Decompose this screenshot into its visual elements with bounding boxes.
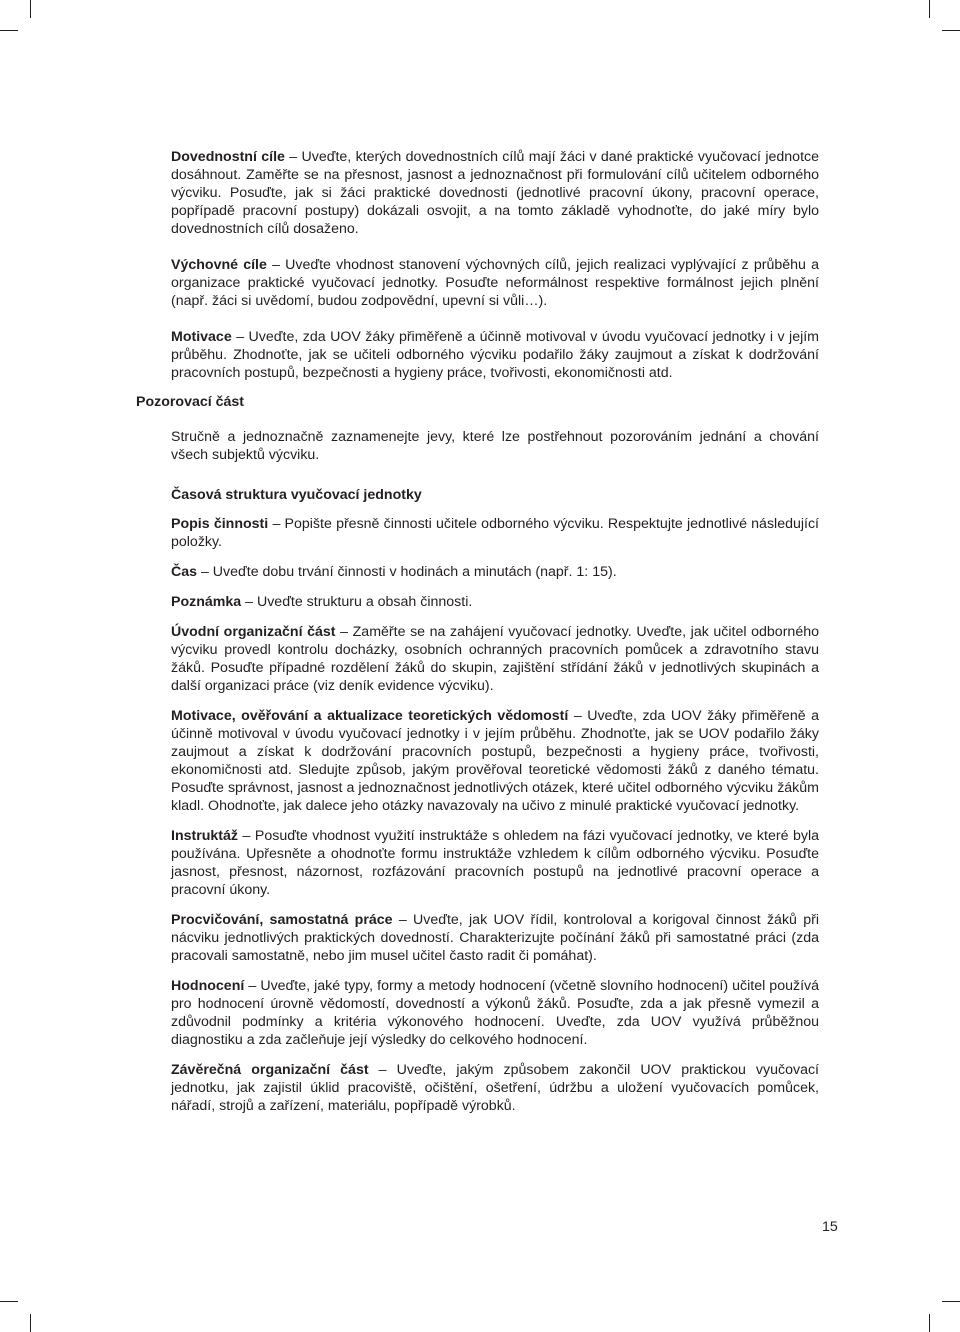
term: Úvodní organizační část [171,624,336,640]
term: Motivace, ověřování a aktualizace teoretických vědomostí [171,708,569,724]
term: Čas [171,564,198,580]
crop-mark-top-left [30,0,31,18]
crop-mark-right-top [942,30,960,31]
page-number: 15 [822,1219,838,1235]
crop-mark-left-bottom [0,1301,18,1302]
description: – Uveďte, kterých dovednostních cílů mají žáci v dané praktické vyučovací jednotce dosáhnout. Zaměřte se na přesnost, jasnost a jednoznačnost při formulování cílů učitelem odborného výcviku. Posuďte, jak si žáci praktické dovednosti (jednotlivé pracovní úkony, pracovní operace, popřípadě pracovní postupy) dokázali osvojit, a na tomto základě vyhodnoťte, do jaké míry bylo dovednostních cílů dosaženo. [171,149,819,237]
description: – Zaměřte se na zahájení vyučovací jednotky. Uveďte, jak učitel odborného výcviku provedl kontrolu docházky, osobních ochranných pracovních pomůcek a zdravotního stavu žáků. Posuďte případné rozdělení žáků do skupin, zajištění střídání žáků v jednotlivých skupinách a další organizaci práce (viz deník evidence výcviku). [171,624,819,694]
description: – Uveďte vhodnost stanovení výchovných cílů, jejich realizaci vyplývající z průběhu a organizace praktické vyučovací jednotky. Posuďte neformálnost respektive formálnost jejich plnění (např. žáci si uvědomí, budou zodpovědní, upevní si vůli…). [171,257,819,309]
term: Popis činnosti [171,516,269,532]
crop-mark-top-right [929,0,930,18]
item-uvodni-organizacni-cast [171,623,819,695]
crop-mark-left-top [0,30,18,31]
item-popis-cinnosti [171,515,819,551]
term: Hodnocení [171,978,245,994]
item-zaverecna-organizacni-cast [171,1061,819,1115]
intro-paragraph: Stručně a jednoznačně zaznamenejte jevy, které lze postřehnout pozorováním jednání a chování všech subjektů výcviku. [171,429,819,463]
item-cas [171,563,819,581]
paragraph-motivace [171,328,819,382]
description: – Uveďte, jak UOV řídil, kontroloval a korigoval činnost žáků při nácviku jednotlivých praktických dovedností. Charakterizujte počínání žáků při samostatné práci (zda pracovali samostatně, nebo jim musel učitel často radit či pomáhat). [171,912,819,964]
crop-mark-right-bottom [942,1301,960,1302]
description: – Uveďte dobu trvání činnosti v hodinách a minutách (např. 1: 15). [197,564,617,580]
term: Instruktáž [171,828,239,844]
top-section [171,148,819,382]
term: Výchovné cíle [171,257,267,273]
description: – Uveďte, jaké typy, formy a metody hodnocení (včetně slovního hodnocení) učitel používá pro hodnocení úrovně vědomostí, dovedností a výkonů žáků. Posuďte, zda a jak přesně vymezil a zdůvodnil podmínky a kritéria výkonového hodnocení. Uveďte, zda UOV využívá průběžnou diagnostiku a zda začleňuje její výsledky do celkového hodnocení. [171,978,819,1048]
item-instruktaz [171,827,819,899]
crop-mark-bottom-left [30,1314,31,1332]
description: – Uveďte, zda UOV žáky přiměřeně a účinně motivoval v úvodu vyučovací jednotky i v jejím průběhu. Zhodnoťte, jak se UOV podařilo žáky zaujmout a získat k dodržování pracovních postupů, bezpečnosti a hygieny práce, tvořivosti, ekonomičnosti atd. Sledujte způsob, jakým prověřoval teoretické vědomosti žáků z daného tématu. Posuďte správnost, jasnost a jednoznačnost jednotlivých otázek, které učitel odborného výcviku žákům kladl. Ohodnoťte, jak dalece jeho otázky navazovaly na učivo z minulé praktické vyučovací jednotky. [171,708,819,814]
term: Dovednostní cíle [171,149,285,165]
term: Motivace [171,329,232,345]
paragraph-dovednostni-cile [171,148,819,238]
item-hodnoceni [171,977,819,1049]
item-procvicovani [171,911,819,965]
description: – Popište přesně činnosti učitele odborného výcviku. Respektujte jednotlivé následující položky. [171,516,819,550]
term: Poznámka [171,594,242,610]
paragraph-vychovne-cile [171,256,819,310]
section-label: Pozorovací část [136,394,245,410]
item-motivace-overovani [171,707,819,815]
description: – Uveďte, zda UOV žáky přiměřeně a účinně motivoval v úvodu vyučovací jednotky i v jejím průběhu. Zhodnoťte, jak se učiteli odborného výcviku podařilo žáky zaujmout a získat k dodržování pracovních postupů, bezpečnosti a hygieny práce, tvořivosti, ekonomičnosti atd. [171,329,819,381]
term: Závěrečná organizační část [171,1062,369,1078]
description: – Uveďte strukturu a obsah činnosti. [241,594,473,610]
observation-section [171,428,819,1115]
crop-mark-bottom-right [929,1314,930,1332]
item-poznamka [171,593,819,611]
term: Procvičování, samostatná práce [171,912,393,928]
section-heading: Časová struktura vyučovací jednotky [171,487,422,503]
description: – Posuďte vhodnost využití instruktáže s ohledem na fázi vyučovací jednotky, ve které byla používána. Upřesněte a ohodnoťte formu instruktáže vzhledem k cílům odborného výcviku. Posuďte jasnost, přesnost, názornost, rozfázování pracovních postupů na jednotlivé pracovní operace a pracovní úkony. [171,828,819,898]
description: – Uveďte, jakým způsobem zakončil UOV praktickou vyučovací jednotku, jak zajistil úklid pracoviště, očištění, ošetření, údržbu a uložení vyučovacích pomůcek, nářadí, strojů a zařízení, materiálu, popřípadě výrobků. [171,1062,820,1114]
